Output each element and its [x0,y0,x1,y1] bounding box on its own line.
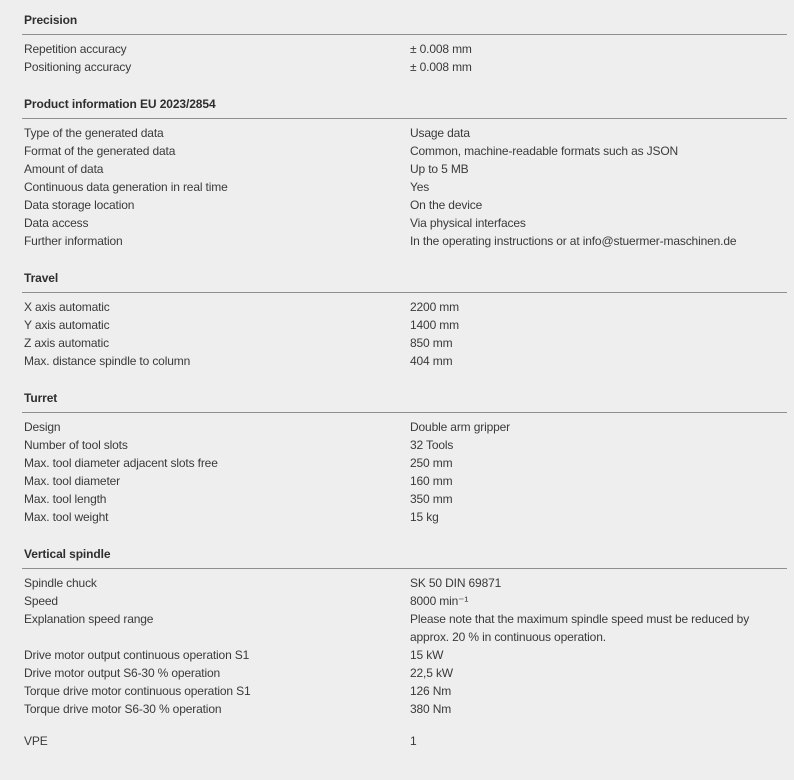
spec-value: 15 kg [410,510,439,524]
spec-value: Up to 5 MB [410,162,469,176]
spec-value: ± 0.008 mm [410,60,472,74]
spec-label: Max. distance spindle to column [24,354,191,368]
spec-row [23,664,787,682]
spec-row [23,700,787,718]
spec-label: Explanation speed range [24,612,154,626]
spec-rows [23,298,787,370]
spec-label: Data access [24,216,89,230]
spec-label: Max. tool diameter [24,474,121,488]
spec-row [23,232,787,250]
spec-label: VPE [24,734,48,748]
spec-label: Type of the generated data [24,126,164,140]
spec-label: Further information [24,234,123,248]
spec-value: 1400 mm [410,318,459,332]
spec-row [23,196,787,214]
spec-value: Yes [410,180,430,194]
spec-value: 8000 min⁻¹ [410,594,469,608]
spec-row [23,40,787,58]
spec-row [23,58,787,76]
spec-value: 380 Nm [410,702,452,716]
spec-label: X axis automatic [24,300,110,314]
spec-label: Max. tool diameter adjacent slots free [24,456,218,470]
spec-value: On the device [410,198,483,212]
spec-value: 160 mm [410,474,453,488]
spec-label: Data storage location [24,198,135,212]
spec-row [23,352,787,370]
spec-row [23,454,787,472]
spec-value: 126 Nm [410,684,452,698]
spec-value: 15 kW [410,648,444,662]
spec-label: Positioning accuracy [24,60,132,74]
spec-value: In the operating instructions or at info@stuermer-maschinen.de [410,234,737,248]
spec-label: Repetition accuracy [24,42,127,56]
spec-row [23,682,787,700]
spec-row [23,436,787,454]
section-divider [22,568,787,569]
spec-label: Speed [24,594,58,608]
spec-row [23,610,787,646]
spec-label: Torque drive motor S6-30 % operation [24,702,222,716]
spec-label: Drive motor output continuous operation S1 [24,648,250,662]
spec-label: Y axis automatic [24,318,110,332]
spec-row [23,508,787,526]
spec-label: Number of tool slots [24,438,128,452]
spec-value: Usage data [410,126,470,140]
spec-rows [23,574,787,718]
spec-label: Continuous data generation in real time [24,180,228,194]
spec-label: Z axis automatic [24,336,109,350]
spec-row [23,472,787,490]
spec-row [23,178,787,196]
spec-row [23,592,787,610]
section-title: Turret [24,391,58,405]
spec-value: Please note that the maximum spindle speed must be reduced by approx. 20 % in continuous operation. [410,612,750,644]
spec-label: Drive motor output S6-30 % operation [24,666,221,680]
section-turret [23,389,787,526]
spec-row [23,298,787,316]
spec-label: Design [24,420,61,434]
spec-value: 1 [410,734,417,748]
spec-value: Via physical interfaces [410,216,526,230]
spec-label: Torque drive motor continuous operation S1 [24,684,251,698]
section-product-information [23,95,787,250]
spec-row [23,490,787,508]
spec-label: Format of the generated data [24,144,176,158]
section-precision [23,11,787,76]
section-vertical-spindle [23,545,787,718]
spec-value: Double arm gripper [410,420,511,434]
spec-label: Max. tool length [24,492,107,506]
section-travel [23,269,787,370]
spec-value: 404 mm [410,354,453,368]
spec-rows [23,124,787,250]
spec-row [23,334,787,352]
spec-row [23,160,787,178]
spec-value: 850 mm [410,336,453,350]
section-title: Precision [24,13,78,27]
spec-row [23,142,787,160]
spec-value: 22,5 kW [410,666,453,680]
spec-value: 2200 mm [410,300,459,314]
section-divider [22,34,787,35]
section-title: Vertical spindle [24,547,111,561]
spec-value: SK 50 DIN 69871 [410,576,502,590]
spec-row [23,124,787,142]
spec-row [23,646,787,664]
section-title: Product information EU 2023/2854 [24,97,216,111]
spec-rows [23,418,787,526]
spec-row [23,574,787,592]
section-divider [22,412,787,413]
spec-rows [23,40,787,76]
spec-value: 350 mm [410,492,453,506]
spec-row [23,316,787,334]
spec-row [23,418,787,436]
spec-value: 32 Tools [410,438,454,452]
vpe-row-container [23,732,787,750]
spec-label: Max. tool weight [24,510,109,524]
spec-row [23,214,787,232]
spec-label: Spindle chuck [24,576,97,590]
spec-value: 250 mm [410,456,453,470]
spec-label: Amount of data [24,162,104,176]
spec-value: ± 0.008 mm [410,42,472,56]
section-divider [22,292,787,293]
spec-value: Common, machine-readable formats such as JSON [410,144,679,158]
section-title: Travel [24,271,59,285]
spec-row-vpe [23,732,787,750]
section-divider [22,118,787,119]
